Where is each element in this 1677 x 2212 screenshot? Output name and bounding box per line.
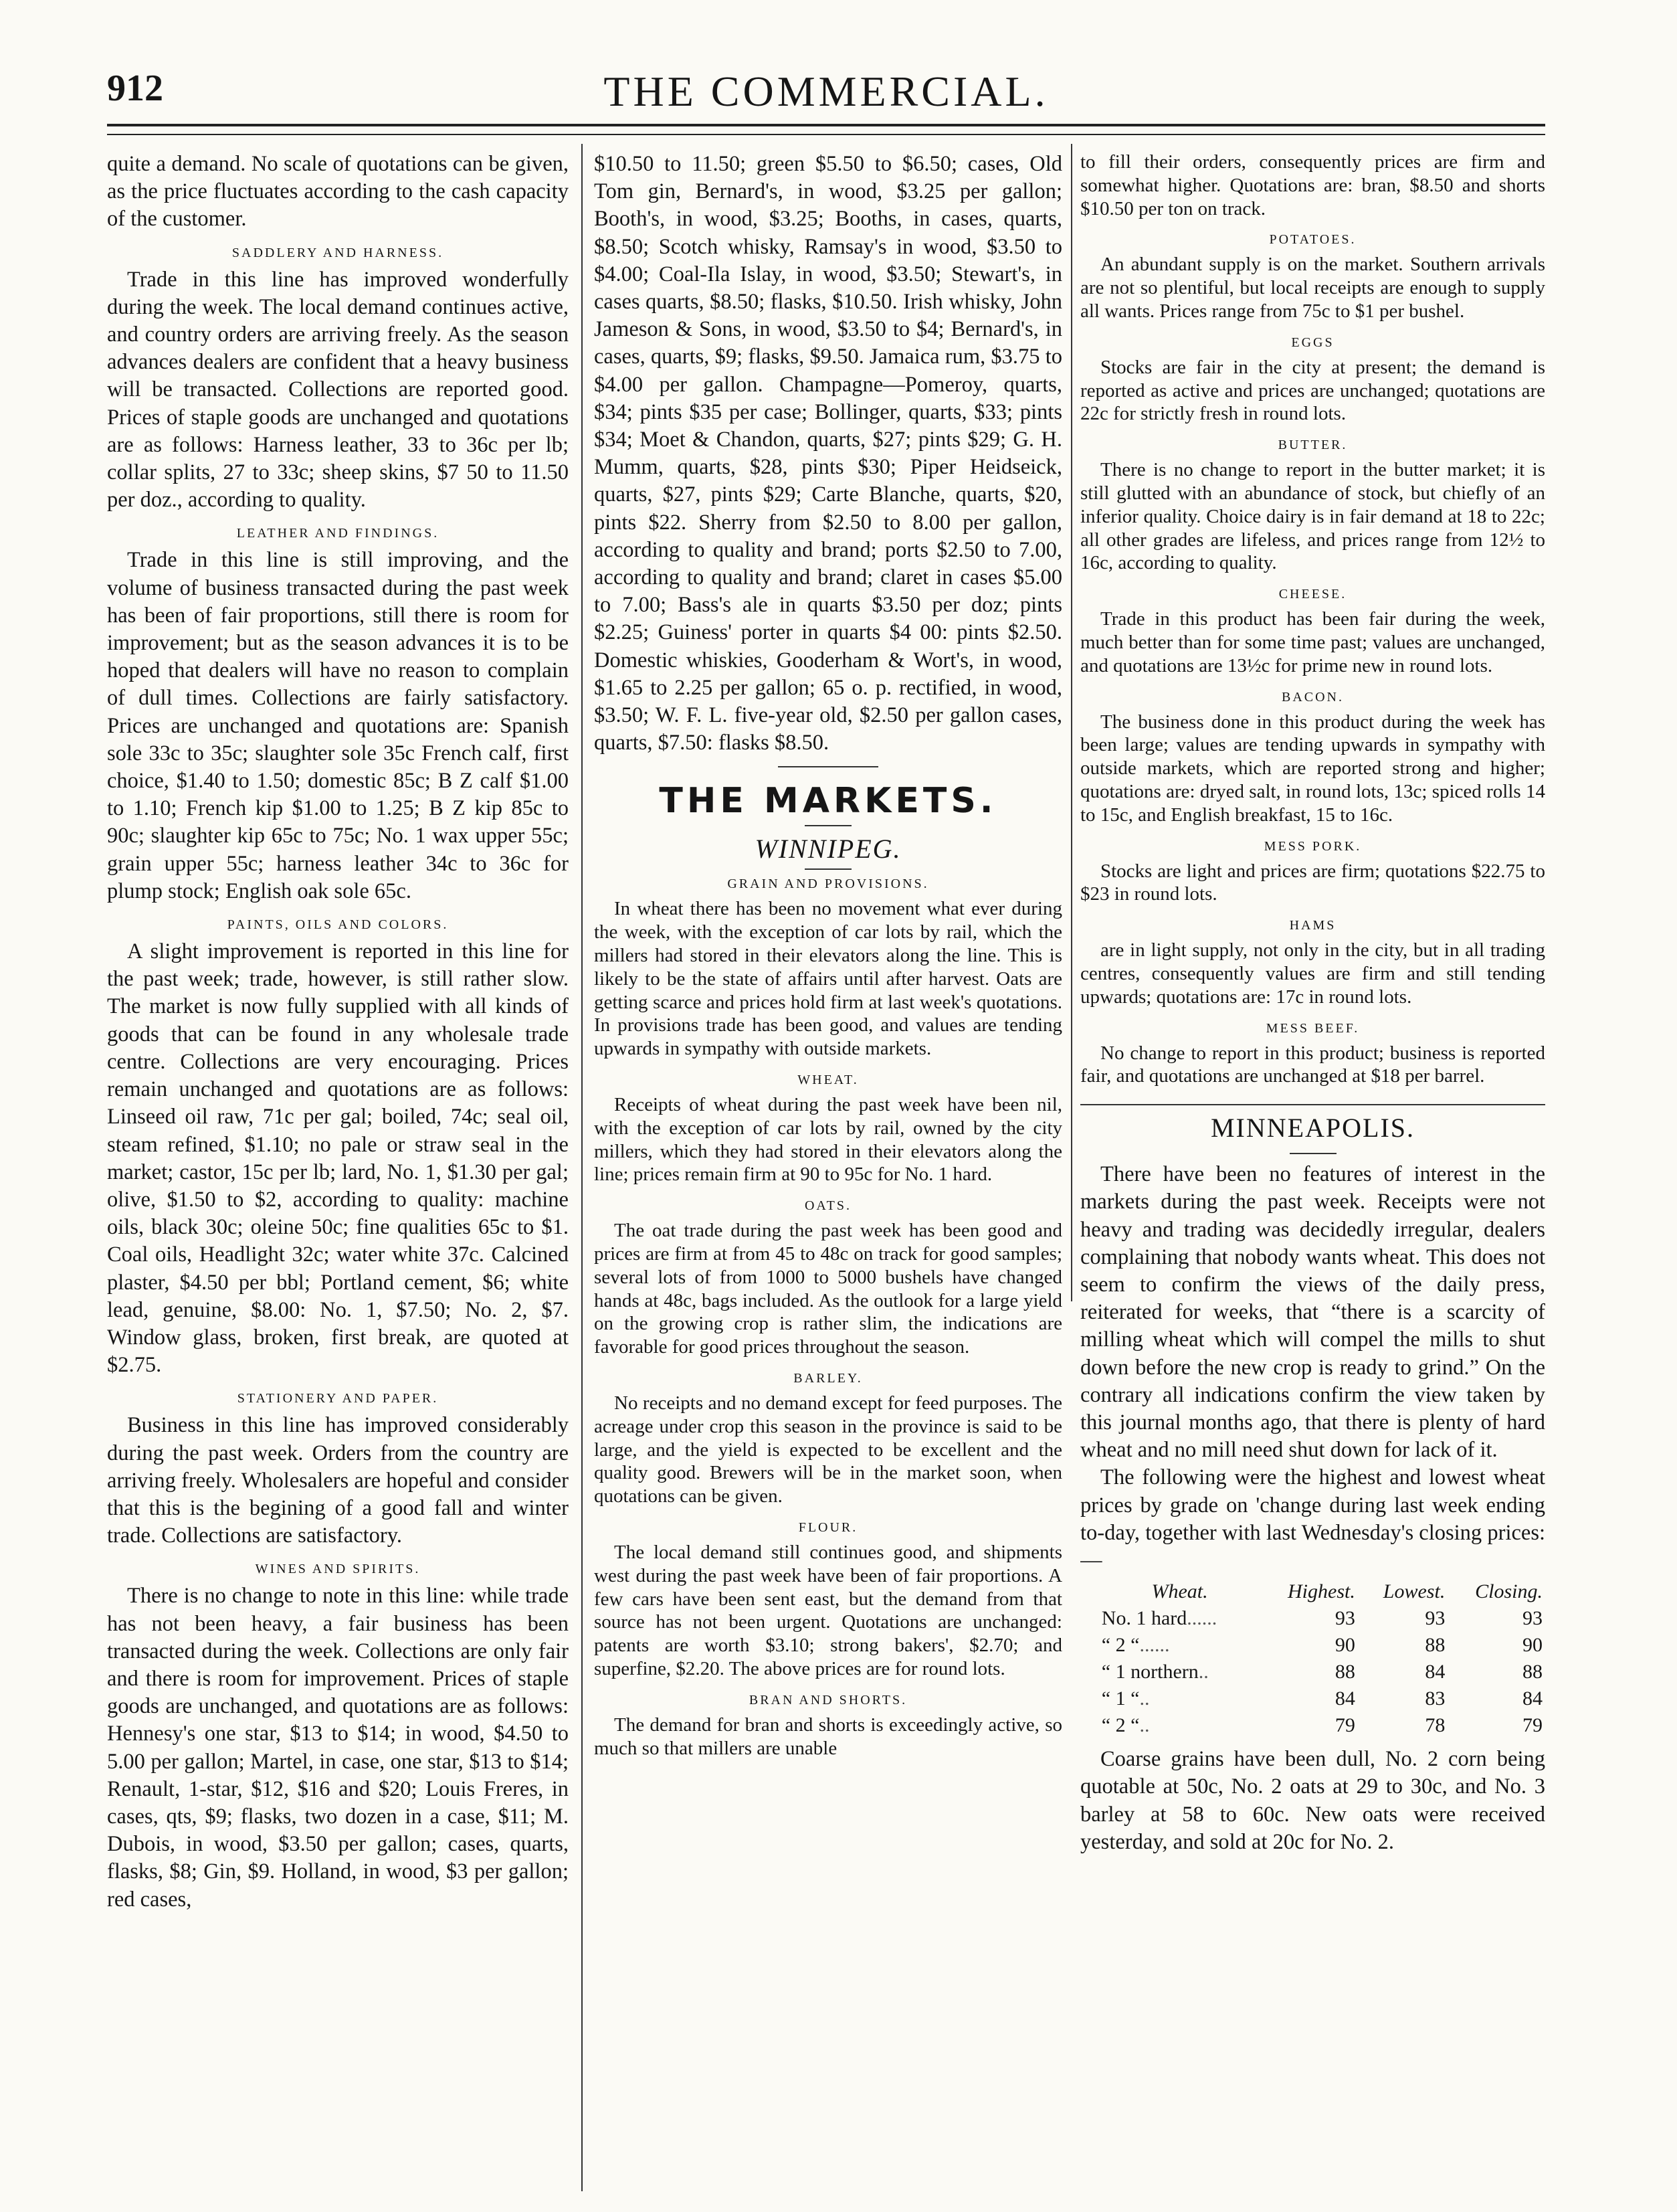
paragraph: to fill their orders, consequently prices are firm and somewhat higher. Quotations are: bran, $8.50 and shorts $10.50 per ton on track. — [1080, 151, 1545, 219]
paragraph: The business done in this product during the week has been large; values are tending upwards in sympathy with outside markets, which are reported strong and higher; quotations are: dryed salt, in round lots, 13c; spiced rolls 14 to 15c, and English breakfast, 15 to 16c. — [1080, 711, 1545, 826]
paragraph: Coarse grains have been dull, No. 2 corn being quotable at 50c, No. 2 oats at 29 to 30c, and No. 3 barley at 58 to 60c. New oats were received yesterday, and sold at 20c for No. 2. — [1080, 1747, 1545, 1854]
paragraph: The following were the highest and lowest wheat prices by grade on 'change during last week ending to-day, together with last Wednesday's closing prices:— — [1080, 1465, 1545, 1572]
section-heading: BARLEY. — [793, 1371, 863, 1386]
paragraph: There have been no features of interest in the markets during the past week. Receipts were not heavy and trading was decidedly irregular, dealers complaining that nobody wants wheat. This does not seem to confirm the views of the daily press, reiterated for weeks, that “there is a scarcity of milling wheat which will compel the mills to shut down before the new crop is ready to grind.” On the contrary all indications confirm the view taken by this journal months ago, that there is plenty of hard wheat and no mill need shut down for lack of it. — [1080, 1162, 1545, 1463]
lowest-cell: 88 — [1425, 1634, 1446, 1657]
paragraph: Stocks are fair in the city at present; the demand is reported as active and prices are unchanged; quotations are 22c for strictly fresh in round lots. — [1080, 356, 1545, 425]
section-heading: MESS BEEF. — [1266, 1020, 1360, 1036]
section-divider — [1290, 1153, 1337, 1154]
section-heading: CHEESE. — [1278, 587, 1347, 602]
section-heading: BUTTER. — [1278, 438, 1348, 453]
column-header: Wheat. — [1151, 1580, 1208, 1603]
section-heading: EGGS — [1291, 335, 1335, 350]
paragraph: A slight improvement is reported in this line for the past week; trade, however, is still rather slow. The market is now fully supplied with all kinds of goods that can be found in any wholesale trade centre. Collections are very encouraging. Prices remain unchanged and quotations are as follows: Linseed oil raw, 71c per gal; boiled, 74c; seal oil, steam refined, $1.10; no pale or straw seal in the market; castor, 15c per lb; lard, No. 1, $1.30 per gal; olive, $1.50 to $2, according to quality: machine oils, black 30c; oleine 50c; fine qualities 65c to $1. Coal oils, Headlight 32c; water white 37c. Calcined plaster, $4.50 per bbl; Portland cement, $6; white lead, genuine, $8.00: No. 1, $7.50; No. 2, $7. Window glass, broken, first break, are quoted at $2.75. — [107, 939, 569, 1378]
section-heading: STATIONERY AND PAPER. — [237, 1391, 439, 1406]
section-heading: FLOUR. — [798, 1520, 858, 1535]
paragraph: Receipts of wheat during the past week have been nil, with the exception of car lots by rail, owned by the city millers, which they had stored in their elevators along the line; prices remain firm at 90 to 95c for No. 1 hard. — [594, 1094, 1062, 1186]
section-divider — [1080, 1104, 1545, 1105]
column-header: Closing. — [1475, 1580, 1543, 1603]
column-2 — [594, 151, 1062, 2185]
highest-cell: 90 — [1335, 1634, 1355, 1657]
table-row — [1099, 1632, 1545, 1659]
highest-cell: 88 — [1335, 1661, 1355, 1683]
column-header: Highest. — [1288, 1580, 1355, 1603]
page-number: 912 — [107, 68, 163, 109]
column-header: Lowest. — [1383, 1580, 1446, 1603]
section-heading: PAINTS, OILS AND COLORS. — [227, 917, 449, 933]
closing-cell: 79 — [1522, 1714, 1543, 1737]
section-divider — [805, 825, 852, 826]
section-heading: LEATHER AND FINDINGS. — [236, 526, 439, 541]
lowest-cell: 84 — [1425, 1661, 1446, 1683]
paragraph: An abundant supply is on the market. Southern arrivals are not so plentiful, but local receipts are enough to supply all wants. Prices range from 75c to $1 per bushel. — [1080, 254, 1545, 322]
paragraph: The local demand still continues good, and shipments west during the past week have been of fair proportions. A few cars have been sent east, but the demand from that source has not been urgent. Quotations are unchanged: patents are worth $3.10; strong bakers', $2.70; and superfine, $2.20. The above prices are for round lots. — [594, 1542, 1062, 1679]
publication-title: THE COMMERCIAL. — [603, 68, 1049, 115]
highest-cell: 93 — [1335, 1607, 1355, 1630]
lowest-cell: 83 — [1425, 1687, 1446, 1710]
section-heading: BACON. — [1281, 689, 1344, 705]
paragraph: The demand for bran and shorts is exceedingly active, so much so that millers are unable — [594, 1714, 1062, 1759]
column-3 — [1080, 151, 1545, 2185]
column-1 — [107, 151, 569, 2185]
closing-cell: 88 — [1522, 1661, 1543, 1683]
paragraph: There is no change to note in this line: while trade has not been heavy, a fair business has been transacted during the week. Collections are only fair and there is room for improvement. Prices of staple goods are unchanged, and quotations are as follows: Hennesy's one star, $13 to $14; in wood, $4.50 to 5.00 per gallon; Martel, in case, one star, $13 to $14; Renault, 1-star, $12, $16 and $20; Louis Freres, in cases, qts, $9; flasks, two dozen in a case, $11; M. Dubois, in wood, $3.50 per gallon; cases, quarts, flasks, $8; Gin, $9. Holland, in wood, $3 per gallon; red cases, — [107, 1584, 569, 1912]
header-rule-thin — [107, 134, 1545, 135]
grade-cell: “ 2 “.. — [1101, 1714, 1150, 1737]
grade-cell: “ 2 “...... — [1101, 1634, 1170, 1657]
paragraph: Trade in this product has been fair during the week, much better than for some time past; values are unchanged, and quotations are 13½c for prime new in round lots. — [1080, 608, 1545, 676]
paragraph: $10.50 to 11.50; green $5.50 to $6.50; cases, Old Tom gin, Bernard's, in wood, $3.25 per gallon; Booth's, in wood, $3.25; Booths, in cases, quarts, $8.50; Scotch whisky, Ramsay's in wood, $3.50 to $4.00; Coal-Ila Islay, in wood, $3.50; Stewart's, in cases quarts, $8.50; flasks, $10.50. Irish whisky, John Jameson & Sons, in wood, $3.50 to $4; Bernard's, in cases, quarts, $9; flasks, $9.50. Jamaica rum, $3.75 to $4.00 per gallon. Champagne—Pomeroy, quarts, $34; pints $35 per case; Bollinger, quarts, $33; pints $34; Moet & Chandon, quarts, $27; pints $29; G. H. Mumm, quarts, $28, pints $30; Piper Heidseick, quarts, $27, pints $29; Carte Blanche, quarts, $20, pints $22. Sherry from $2.50 to 8.00 per gallon, according to quality and brand; ports $2.50 to 7.00, according to quality and brand; claret in cases $5.00 to 7.00; Bass's ale in quarts $3.50 per doz; pints $2.25; Guiness' porter in quarts $4 00: pints $2.50. Domestic whiskies, Gooderham & Wort's, in wood, $1.65 to 2.25 per gallon; 65 o. p. rectified, in wood, $3.50; W. F. L. five-year old, $2.50 per gallon cases, quarts, $7.50: flasks $8.50. — [594, 152, 1062, 755]
column-divider — [581, 144, 583, 2191]
closing-cell: 90 — [1522, 1634, 1543, 1657]
section-heading: SADDLERY AND HARNESS. — [231, 245, 444, 260]
section-divider — [778, 766, 878, 767]
table-row — [1099, 1659, 1545, 1685]
page-header — [107, 67, 1545, 120]
column-divider — [1071, 144, 1072, 1301]
section-heading: GRAIN AND PROVISIONS. — [727, 877, 929, 892]
city-heading: MINNEAPOLIS. — [1210, 1113, 1415, 1143]
section-heading: OATS. — [804, 1198, 852, 1214]
paragraph: The oat trade during the past week has been good and prices are firm at from 45 to 48c on track for good samples; several lots of from 1000 to 5000 bushels have changed hands at 48c, bags included. As the outlook for a large yield on the growing crop is rather slim, the indications are favorable for good prices throughout the season. — [594, 1220, 1062, 1358]
grade-cell: “ 1 “.. — [1101, 1687, 1150, 1710]
grade-cell: “ 1 northern.. — [1101, 1661, 1209, 1683]
table-header-row — [1099, 1578, 1545, 1605]
table-row — [1099, 1712, 1545, 1739]
lowest-cell: 93 — [1425, 1607, 1446, 1630]
paragraph: are in light supply, not only in the city, but in all trading centres, consequently values are firm and still tending upwards; quotations are: 17c in round lots. — [1080, 939, 1545, 1008]
paragraph: Trade in this line is still improving, and the volume of business transacted during the past week has been of fair proportions, still there is room for improvement; but as the season advances it is to be hoped that dealers will have no reason to complain of dull times. Collections are fairly satisfactory. Prices are unchanged and quotations are: Spanish sole 33c to 35c; slaughter sole 35c French calf, first choice, $1.40 to 1.50; domestic 85c; B Z calf $1.00 to 1.10; French kip $1.00 to 1.25; B Z kip 85c to 90c; slaughter kip 65c to 75c; No. 1 wax upper 55c; grain upper 55c; harness leather 34c to 36c for plump stock; English oak sole 65c. — [107, 548, 569, 903]
highest-cell: 84 — [1335, 1687, 1355, 1710]
markets-title: THE MARKETS. — [659, 781, 997, 822]
section-heading: HAMS — [1289, 918, 1337, 933]
city-heading: WINNIPEG. — [755, 834, 902, 864]
table-row — [1099, 1605, 1545, 1632]
paragraph: Trade in this line has improved wonderfully during the week. The local demand continues active, and country orders are arriving freely. As the season advances dealers are confident that a heavy business will be transacted. Collections are reported good. Prices of staple goods are unchanged and quotations are as follows: Harness leather, 33 to 36c per lb; collar splits, 27 to 33c; sheep skins, $7 50 to 11.50 per doz., according to quality. — [107, 267, 569, 513]
section-heading: POTATOES. — [1269, 232, 1357, 248]
highest-cell: 79 — [1335, 1714, 1355, 1737]
section-heading: MESS PORK. — [1264, 838, 1362, 854]
section-heading: BRAN AND SHORTS. — [749, 1692, 908, 1708]
section-heading: WHEAT. — [797, 1073, 859, 1088]
paragraph: In wheat there has been no movement what ever during the week, with the exception of car lots by rail, which the millers had stored in their elevators along the line. This is likely to be the state of affairs until after harvest. Oats are getting scarce and prices hold firm at last week's quotations. In provisions trade has been good, and values are tending upwards in sympathy with outside markets. — [594, 898, 1062, 1060]
paragraph: Business in this line has improved considerably during the past week. Orders from the country are arriving freely. Wholesalers are hopeful and consider that this is the begining of a good fall and winter trade. Collections are satisfactory. — [107, 1413, 569, 1548]
grade-cell: No. 1 hard...... — [1101, 1607, 1217, 1630]
section-heading: WINES AND SPIRITS. — [255, 1562, 421, 1577]
closing-cell: 84 — [1522, 1687, 1543, 1710]
paragraph: No change to report in this product; business is reported fair, and quotations are unchanged at $18 per barrel. — [1080, 1042, 1545, 1087]
paragraph: No receipts and no demand except for feed purposes. The acreage under crop this season in the province is said to be large, and the yield is expected to be excellent and the quality good. Brewers will be in the market soon, when quotations can be given. — [594, 1392, 1062, 1507]
wheat-price-table — [1099, 1578, 1545, 1739]
section-divider — [805, 868, 852, 870]
header-rule-thick — [107, 124, 1545, 126]
lowest-cell: 78 — [1425, 1714, 1446, 1737]
paragraph: There is no change to report in the butter market; it is still glutted with an abundance of stock, but chiefly of an inferior quality. Choice dairy is in fair demand at 18 to 22c; all other grades are lifeless, and prices range from 12½ to 16c, according to quality. — [1080, 459, 1545, 574]
paragraph: Stocks are light and prices are firm; quotations $22.75 to $23 in round lots. — [1080, 860, 1545, 905]
table-row — [1099, 1685, 1545, 1712]
closing-cell: 93 — [1522, 1607, 1543, 1630]
paragraph: quite a demand. No scale of quotations can be given, as the price fluctuates according to the cash capacity of the customer. — [107, 152, 569, 232]
